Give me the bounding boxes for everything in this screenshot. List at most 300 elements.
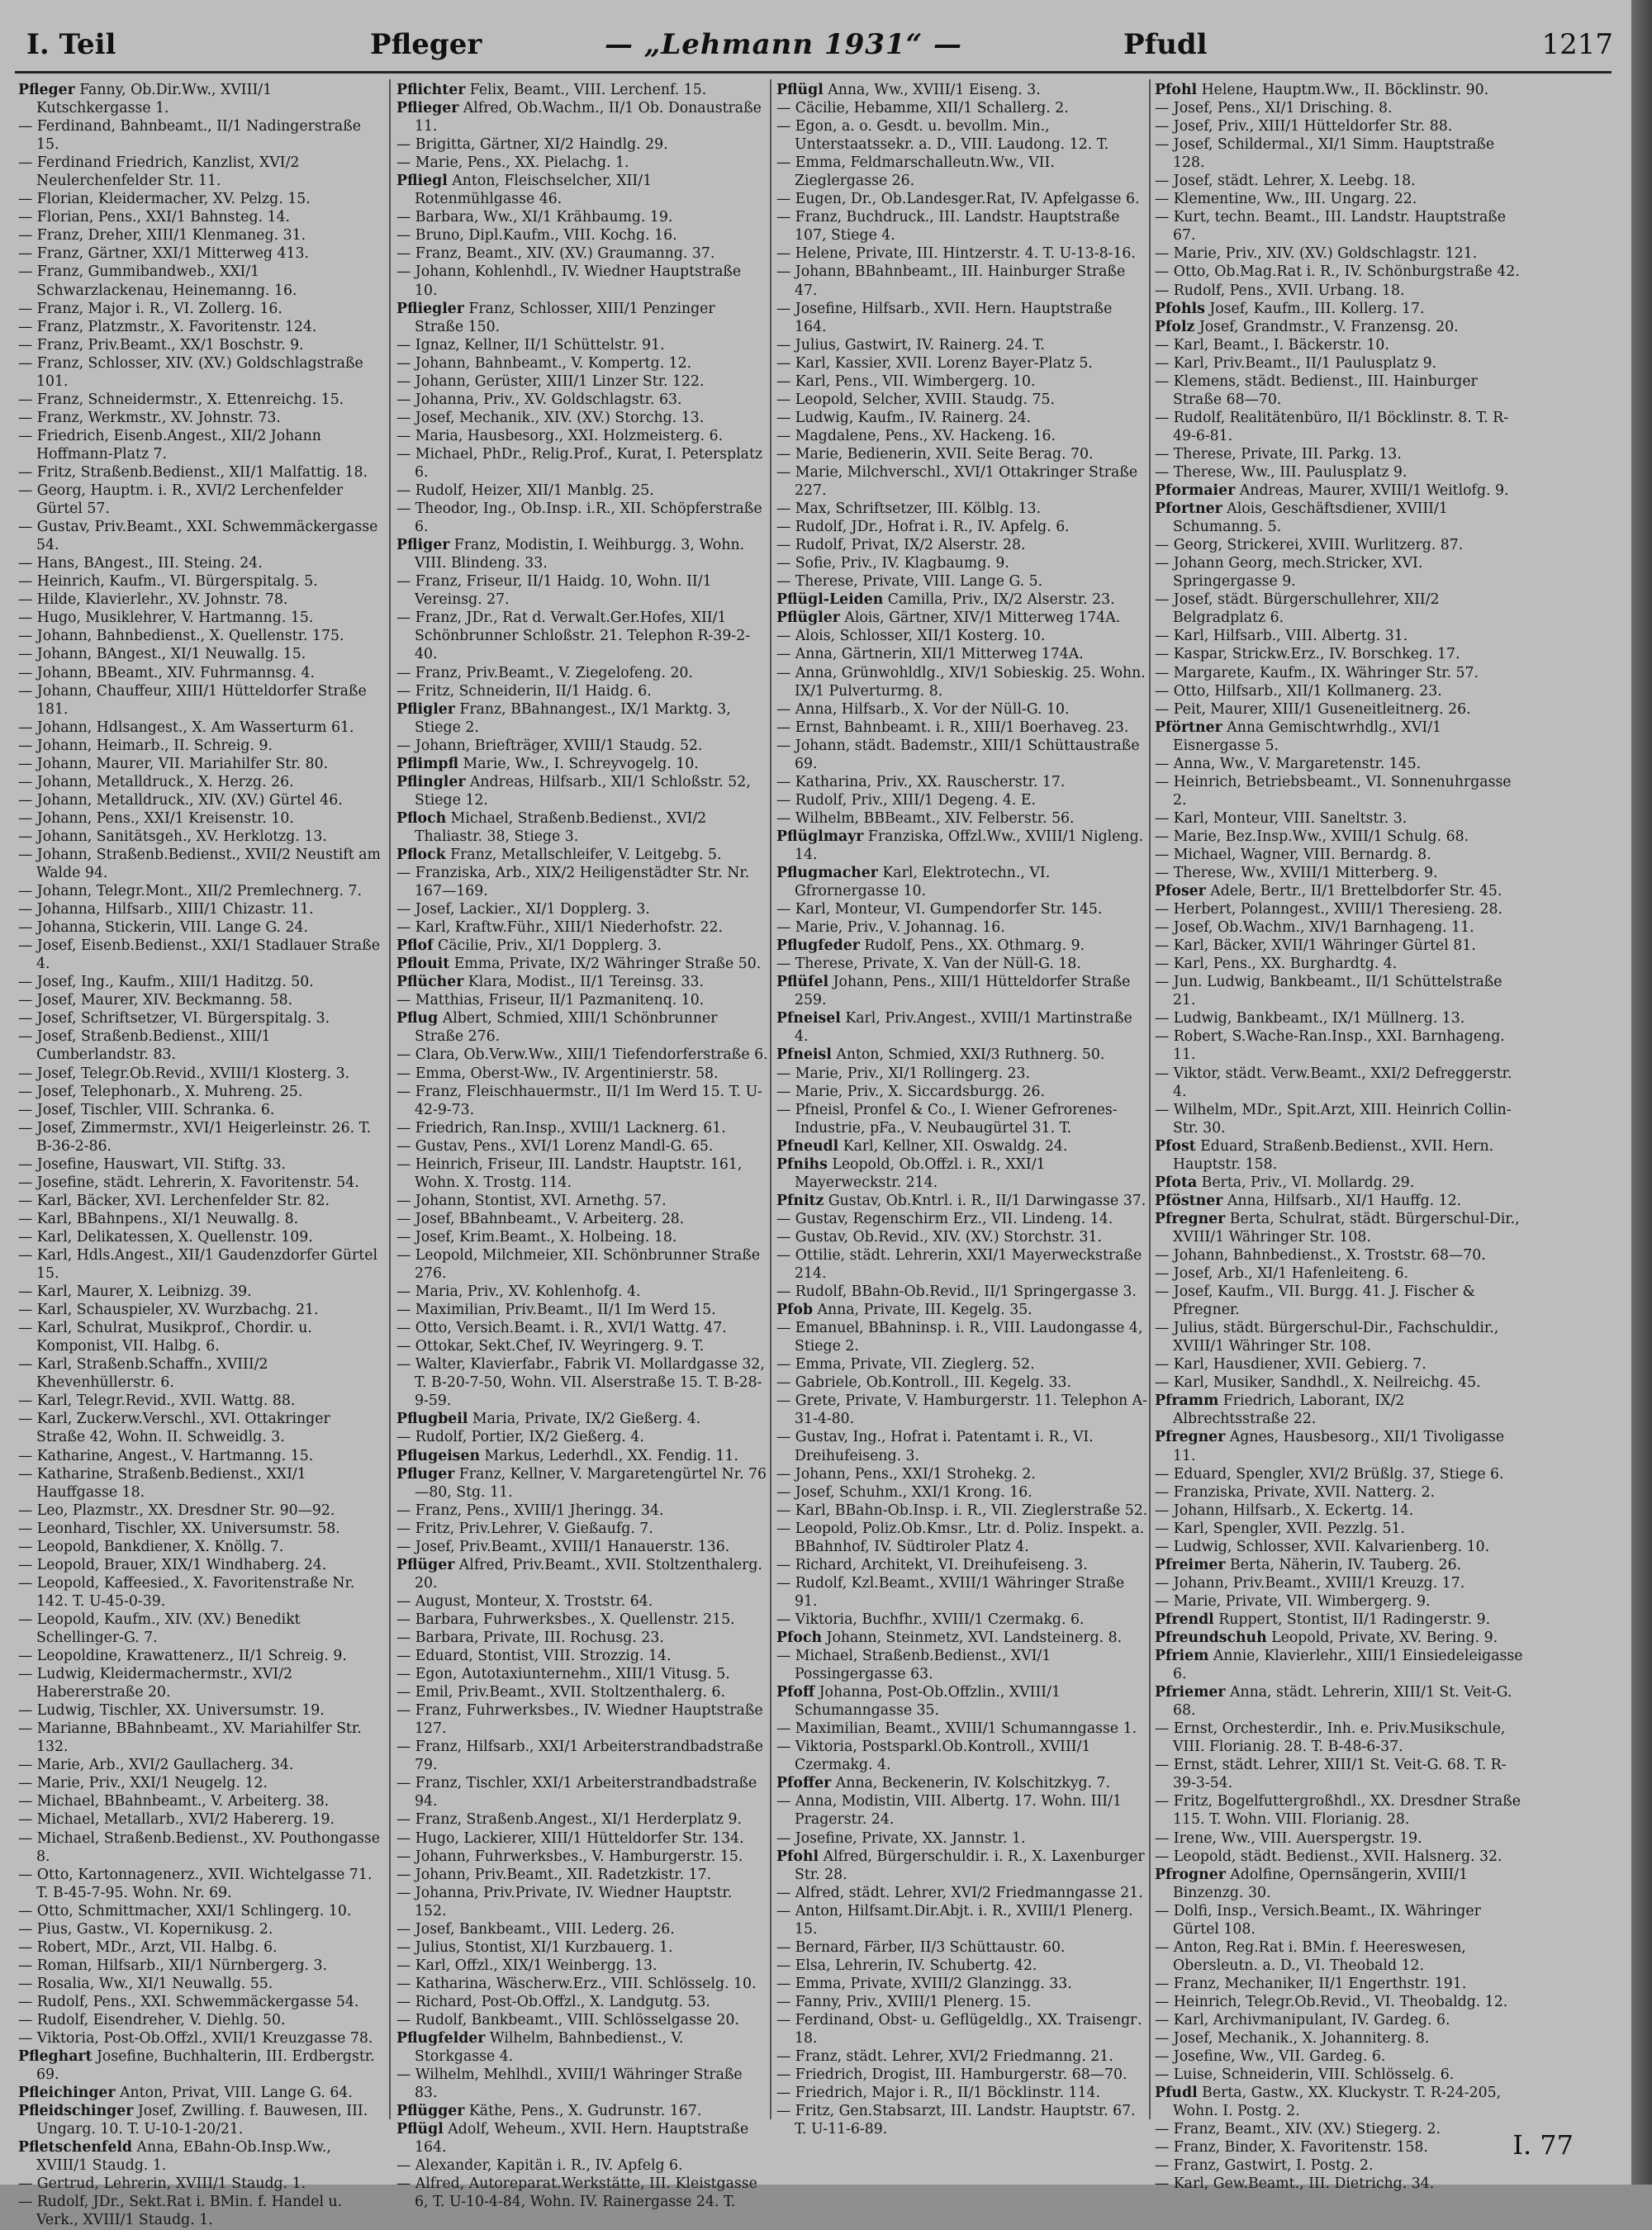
page-header	[17, 28, 1613, 68]
directory-entry: — Johann, Metalldruck., XIV. (XV.) Gürtel 46.	[18, 791, 343, 809]
directory-entry: — Franz, JDr., Rat d. Verwalt.Ger.Hofes, XII/1 Schönbrunner Schloßstr. 21. Telephon R-39-2-40.	[396, 610, 751, 663]
directory-entry: — Katharina, Priv., XX. Rauscherstr. 17.	[776, 773, 1066, 790]
directory-entry: — Emma, Oberst-Ww., IV. Argentinierstr. 58.	[396, 1065, 719, 1082]
page-footer-mark: I. 77	[1512, 2129, 1574, 2161]
directory-entry: Pfrogner Adolfine, Opernsängerin, XVIII/1 Binzenzg. 30.	[1155, 1866, 1469, 1901]
directory-entry: — Friedrich, Major i. R., II/1 Böcklinstr. 114.	[776, 2085, 1100, 2102]
directory-entry: — Marie, Bedienerin, XVII. Seite Berag. 70.	[776, 445, 1094, 463]
directory-entry: — Ottokar, Sekt.Chef, IV. Weyringerg. 9. T.	[396, 1338, 705, 1355]
directory-entry: Pfob Anna, Private, III. Kegelg. 35.	[776, 1302, 1032, 1319]
directory-entry: — Gustav, Priv.Beamt., XXI. Schwemmäckergasse 54.	[18, 519, 378, 554]
directory-entry: — Franz, Mechaniker, II/1 Engerthstr. 191.	[1155, 1975, 1467, 1992]
directory-entry: — Viktoria, Post-Ob.Offzl., XVII/1 Kreuzgasse 78.	[18, 2030, 373, 2047]
directory-entry: Pfoff Johanna, Post-Ob.Offzlin., XVIII/1 Schumanngasse 35.	[776, 1684, 1061, 1720]
directory-entry: — Franz, Fleischhauermstr., II/1 Im Werd 15. T. U-42-9-73.	[396, 1083, 762, 1118]
directory-entry: — Cäcilie, Hebamme, XII/1 Schallerg. 2.	[776, 100, 1069, 117]
directory-entry: — Josef, Priv.Beamt., XVIII/1 Hanauerstr. 136.	[396, 1538, 730, 1555]
directory-entry: — Karl, Beamt., I. Bäckerstr. 10.	[1155, 336, 1389, 353]
directory-entry: — Marie, Pens., XX. Pielachg. 1.	[396, 154, 629, 172]
directory-entry: — Karl, Delikatessen, X. Quellenstr. 109.	[18, 1228, 313, 1245]
directory-entry: — Karl, Schauspieler, XV. Wurzbachg. 21.	[18, 1302, 319, 1319]
directory-entry: Pfliegler Franz, Schlosser, XIII/1 Penzinger Straße 150.	[396, 300, 715, 335]
directory-entry: — Josef, Straßenb.Bedienst., XIII/1 Cumberlandstr. 83.	[18, 1028, 271, 1064]
directory-entry: — Fritz, Gen.Stabsarzt, III. Landstr. Hauptstr. 67. T. U-11-6-89.	[776, 2103, 1136, 2138]
directory-entry: — Josef, Schildermal., XI/1 Simm. Hauptstraße 128.	[1155, 136, 1495, 172]
directory-entry: — Egon, a. o. Gesdt. u. bevollm. Min., Unterstaatssekr. a. D., VIII. Laudong. 12. T.	[776, 118, 1109, 154]
directory-entry: Pfleidschinger Josef, Zwilling. f. Bauwesen, III. Ungarg. 10. T. U-10-1-20/21.	[18, 2103, 368, 2138]
directory-entry: — Franz, Priv.Beamt., V. Ziegelofeng. 20.	[396, 664, 693, 681]
directory-entry: — Katharine, Straßenb.Bedienst., XXI/1 Hauffgasse 18.	[18, 1465, 306, 1501]
entry-column-1	[18, 81, 383, 2229]
directory-entry: — Egon, Autotaxiunternehm., XIII/1 Vitusg. 5.	[396, 1666, 730, 1683]
directory-entry: — Johann, Bahnbedienst., X. Quellenstr. 175.	[18, 628, 344, 645]
directory-entry: — Florian, Pens., XXI/1 Bahnsteg. 14.	[18, 209, 291, 226]
directory-entry: — Karl, Spengler, XVII. Pezzlg. 51.	[1155, 1520, 1405, 1537]
directory-entry: — Johann, BBeamt., XIV. Fuhrmannsg. 4.	[18, 664, 315, 681]
directory-entry: — Karl, Maurer, X. Leibnizg. 39.	[18, 1283, 252, 1301]
directory-entry: — Rudolf, Pens., XVII. Urbang. 18.	[1155, 282, 1405, 299]
directory-entry: — Julius, Stontist, XI/1 Kurzbauerg. 1.	[396, 1938, 673, 1956]
directory-entry: — Katharine, Angest., V. Hartmanng. 15.	[18, 1447, 314, 1464]
directory-entry: Pflichter Felix, Beamt., VIII. Lerchenf. 15.	[396, 82, 707, 98]
directory-entry: — Michael, Straßenb.Bedienst., XV. Pouthongasse 8.	[18, 1829, 380, 1865]
directory-entry: Pfohl Alfred, Bürgerschuldir. i. R., X. Laxenburger Str. 28.	[776, 1848, 1145, 1883]
directory-entry: — Maximilian, Beamt., XVIII/1 Schumanngasse 1.	[776, 1720, 1137, 1738]
directory-entry: — Josef, Bankbeamt., VIII. Lederg. 26.	[396, 1920, 675, 1938]
directory-entry: — Franz, Werkmstr., XV. Johnstr. 73.	[18, 409, 281, 426]
directory-entry: — Marie, Arb., XVI/2 Gaullacherg. 34.	[18, 1757, 294, 1774]
directory-entry: — Klementine, Ww., III. Ungarg. 22.	[1155, 191, 1417, 208]
directory-entry: — Josef, Telephonarb., X. Muhreng. 25.	[18, 1083, 303, 1100]
directory-entry: Pfrendl Ruppert, Stontist, II/1 Radingerstr. 9.	[1155, 1611, 1491, 1628]
directory-entry: — Karl, Schulrat, Musikprof., Chordir. u. Komponist, VII. Halbg. 6.	[18, 1320, 312, 1355]
directory-entry: — Ludwig, Tischler, XX. Universumstr. 19.	[18, 1702, 325, 1720]
section-label: I. Teil	[26, 28, 116, 61]
directory-entry: Pflügl Anna, Ww., XVIII/1 Eiseng. 3.	[776, 82, 1041, 98]
directory-entry: — Otto, Versich.Beamt. i. R., XVI/1 Wattg. 47.	[396, 1320, 727, 1337]
directory-entry: Pflügler Alois, Gärtner, XIV/1 Mitterweg 174A.	[776, 610, 1121, 627]
directory-entry: — Rudolf, Pens., XXI. Schwemmäckergasse 54.	[18, 1993, 359, 2010]
directory-entry: — Johann, Pens., XXI/1 Kreisenstr. 10.	[18, 809, 294, 827]
directory-entry: — Johann, Priv.Beamt., XVIII/1 Kreuzg. 17.	[1155, 1574, 1465, 1592]
directory-entry: — Ferdinand Friedrich, Kanzlist, XVI/2 Neulerchenfelder Str. 11.	[18, 154, 300, 190]
directory-entry: — Josef, Maurer, XIV. Beckmanng. 58.	[18, 992, 293, 1009]
directory-entry: — Karl, Monteur, VI. Gumpendorfer Str. 145.	[776, 901, 1103, 918]
directory-entry: Pfleghart Josefine, Buchhalterin, III. Erdbergstr. 69.	[18, 2048, 375, 2084]
directory-entry: Pfriemer Anna, städt. Lehrerin, XIII/1 St. Veit-G. 68.	[1155, 1684, 1512, 1720]
directory-entry: — Johann, Sanitätsgeh., XV. Herklotzg. 13.	[18, 828, 327, 845]
entry-column-3	[776, 81, 1148, 2138]
directory-entry: — Friedrich, Eisenb.Angest., XII/2 Johann Hoffmann-Platz 7.	[18, 427, 321, 463]
directory-entry: — Franz, Gastwirt, I. Postg. 2.	[1155, 2157, 1374, 2175]
directory-entry: — Therese, Ww., XVIII/1 Mitterberg. 9.	[1155, 865, 1438, 882]
directory-entry: Pflugfelder Wilhelm, Bahnbedienst., V. Storkgasse 4.	[396, 2030, 684, 2066]
directory-entry: — Marie, Priv., V. Johannag. 16.	[776, 919, 1005, 937]
directory-entry: — Marianne, BBahnbeamt., XV. Mariahilfer Str. 132.	[18, 1720, 362, 1756]
directory-entry: — Anna, Ww., V. Margaretenstr. 145.	[1155, 755, 1422, 772]
directory-entry: — Otto, Hilfsarb., XII/1 Kollmanerg. 23.	[1155, 682, 1442, 700]
directory-entry: Pfudl Berta, Gastw., XX. Kluckystr. T. R-24-205, Wohn. I. Postg. 2.	[1155, 2085, 1502, 2120]
directory-entry: — Emma, Feldmarschalleutn.Ww., VII. Zieglergasse 26.	[776, 154, 1055, 190]
directory-entry: — Johanna, Priv., XV. Goldschlagstr. 63.	[396, 391, 682, 408]
directory-entry: Pfreimer Berta, Näherin, IV. Tauberg. 26.	[1155, 1556, 1462, 1573]
directory-entry: — Josef, Telegr.Ob.Revid., XVIII/1 Klosterg. 3.	[18, 1065, 350, 1082]
directory-entry: — Karl, Zuckerw.Verschl., XVI. Ottakringer Straße 42, Wohn. II. Schweidlg. 3.	[18, 1411, 330, 1446]
directory-entry: — Friedrich, Ran.Insp., XVIII/1 Lacknerg. 61.	[396, 1119, 726, 1136]
directory-entry: — Gabriele, Ob.Kontroll., III. Kegelg. 33.	[776, 1374, 1072, 1392]
entry-column-2	[396, 81, 768, 2211]
directory-entry: — Herbert, Polanngest., XVIII/1 Theresieng. 28.	[1155, 901, 1503, 918]
directory-entry: Pfregner Agnes, Hausbesorg., XII/1 Tivoligasse 11.	[1155, 1429, 1505, 1464]
directory-entry: — Rudolf, Bankbeamt., VIII. Schlösselgasse 20.	[396, 2011, 740, 2028]
directory-entry: — Marie, Priv., XXI/1 Neugelg. 12.	[18, 1775, 268, 1792]
directory-entry: Pfohl Helene, Hauptm.Ww., II. Böcklinstr. 90.	[1155, 82, 1489, 98]
directory-entry: — Karl, Bäcker, XVI. Lerchenfelder Str. 82.	[18, 1192, 330, 1209]
directory-entry: — Franz, Priv.Beamt., XX/1 Boschstr. 9.	[18, 336, 304, 353]
directory-entry: — Franz, Fuhrwerksbes., IV. Wiedner Hauptstraße 127.	[396, 1702, 763, 1738]
directory-entry: — Karl, Archivmanipulant, IV. Gardeg. 6.	[1155, 2011, 1450, 2028]
directory-entry: — Johann Georg, mech.Stricker, XVI. Springergasse 9.	[1155, 555, 1423, 591]
directory-entry: Pflof Cäcilie, Priv., XI/1 Dopplerg. 3.	[396, 937, 662, 955]
directory-entry: — Helene, Private, III. Hintzerstr. 4. T. U-13-8-16.	[776, 245, 1136, 263]
directory-entry: Pfneisl Anton, Schmied, XXI/3 Ruthnerg. 50.	[776, 1046, 1105, 1064]
directory-entry: — Robert, S.Wache-Ran.Insp., XXI. Barnhageng. 11.	[1155, 1028, 1505, 1064]
directory-entry: Pfleichinger Anton, Privat, VIII. Lange G. 64.	[18, 2085, 353, 2102]
directory-entry: — Franz, Dreher, XIII/1 Klenmaneg. 31.	[18, 227, 306, 244]
directory-entry: — Josef, Eisenb.Bedienst., XXI/1 Stadlauer Straße 4.	[18, 937, 381, 973]
directory-entry: — Luise, Schneiderin, VIII. Schlösselg. 6.	[1155, 2066, 1455, 2084]
directory-entry: — Franziska, Arb., XIX/2 Heiligenstädter Str. Nr. 167—169.	[396, 865, 750, 900]
directory-entry: — Rosalia, Ww., XI/1 Neuwallg. 55.	[18, 1975, 273, 1992]
directory-entry: — Johann, städt. Bademstr., XIII/1 Schüttaustraße 69.	[776, 737, 1140, 772]
directory-entry: — Johann, Fuhrwerksbes., V. Hamburgerstr. 15.	[396, 1848, 743, 1865]
directory-entry: Pfota Berta, Priv., VI. Mollardg. 29.	[1155, 1174, 1415, 1191]
directory-entry: — Johann, Bahnbeamt., V. Kompertg. 12.	[396, 354, 692, 372]
directory-entry: — Johann, Kohlenhdl., IV. Wiedner Hauptstraße 10.	[396, 263, 742, 299]
directory-entry: — Robert, MDr., Arzt, VII. Halbg. 6.	[18, 1938, 278, 1956]
directory-entry: — Franz, Friseur, II/1 Haidg. 10, Wohn. II/1 Vereinsg. 27.	[396, 573, 712, 609]
directory-entry: — Therese, Private, VIII. Lange G. 5.	[776, 573, 1043, 591]
directory-entry: — Rudolf, Realitätenbüro, II/1 Böcklinstr. 8. T. R-49-6-81.	[1155, 409, 1509, 444]
directory-entry: — August, Monteur, X. Troststr. 64.	[396, 1592, 653, 1610]
directory-entry: — Karl, Straßenb.Schaffn., XVIII/2 Khevenhüllerstr. 6.	[18, 1356, 268, 1392]
directory-entry: — Franz, Hilfsarb., XXI/1 Arbeiterstrandbadstraße 79.	[396, 1739, 763, 1774]
directory-entry: — Barbara, Private, III. Rochusg. 23.	[396, 1629, 664, 1646]
directory-entry: Pframm Friedrich, Laborant, IX/2 Albrechtsstraße 22.	[1155, 1393, 1405, 1428]
directory-entry: — Franz, Schneidermstr., X. Ettenreichg. 15.	[18, 391, 344, 408]
directory-entry: — Roman, Hilfsarb., XII/1 Nürnbergerg. 3.	[18, 1957, 328, 1974]
directory-entry: — Karl, Hilfsarb., VIII. Albertg. 31.	[1155, 628, 1408, 645]
directory-entry: — Anton, Reg.Rat i. BMin. f. Heereswesen, Obersleutn. a. D., VI. Theobald 12.	[1155, 1938, 1466, 1974]
directory-entry: — Johann, Stontist, XVI. Arnethg. 57.	[396, 1192, 667, 1209]
directory-entry: — Franziska, Private, XVII. Natterg. 2.	[1155, 1483, 1436, 1501]
directory-entry: — Josef, Schriftsetzer, VI. Bürgerspitalg. 3.	[18, 1010, 330, 1027]
directory-entry: Pfloch Michael, Straßenb.Bedienst., XVI/2 Thaliastr. 38, Stiege 3.	[396, 809, 707, 845]
directory-entry: — Eduard, Spengler, XVI/2 Brüßlg. 37, Stiege 6.	[1155, 1465, 1504, 1483]
directory-entry: — Hugo, Musiklehrer, V. Hartmanng. 15.	[18, 610, 314, 627]
directory-entry: — Johann, Briefträger, XVIII/1 Staudg. 52.	[396, 737, 703, 754]
directory-entry: — Ludwig, Kaufm., IV. Rainerg. 24.	[776, 409, 1032, 426]
directory-entry: — Leopold, Brauer, XIX/1 Windhaberg. 24.	[18, 1556, 327, 1573]
directory-entry: — Johanna, Priv.Private, IV. Wiedner Hauptstr. 152.	[396, 1884, 733, 1919]
directory-entry: — Josefine, Private, XX. Jannstr. 1.	[776, 1829, 1026, 1847]
directory-entry: — Franz, Schlosser, XIV. (XV.) Goldschlagstraße 101.	[18, 354, 363, 390]
directory-entry: — Brigitta, Gärtner, XI/2 Haindlg. 29.	[396, 136, 668, 154]
directory-entry: Pfnihs Leopold, Ob.Offzl. i. R., XXI/1 Mayerweckstr. 214.	[776, 1155, 1046, 1191]
directory-entry: — Johann, Gerüster, XIII/1 Linzer Str. 122.	[396, 372, 705, 390]
directory-entry: — Gustav, Regenschirm Erz., VII. Lindeng. 14.	[776, 1210, 1113, 1227]
directory-entry: — Fritz, Bogelfuttergroßhdl., XX. Dresdner Straße 115. T. Wohn. VIII. Florianig. 28.	[1155, 1793, 1521, 1829]
directory-entry: — Rudolf, BBahn-Ob.Revid., II/1 Springergasse 3.	[776, 1283, 1137, 1301]
directory-entry: — Karl, Pens., VII. Wimbergerg. 10.	[776, 372, 1036, 390]
directory-entry: — Johanna, Hilfsarb., XIII/1 Chizastr. 11.	[18, 901, 314, 918]
book-spine-shadow	[1631, 0, 1652, 2185]
directory-entry: — Johann, Maurer, VII. Mariahilfer Str. 80.	[18, 755, 329, 772]
directory-entry: Pfoch Johann, Steinmetz, XVI. Landsteinerg. 8.	[776, 1629, 1123, 1646]
directory-entry: — Leopold, Bankdiener, X. Knöllg. 7.	[18, 1538, 284, 1555]
directory-entry: — Leopold, Selcher, XVIII. Staudg. 75.	[776, 391, 1055, 408]
directory-entry: — Richard, Post-Ob.Offzl., X. Landgutg. 53.	[396, 1993, 710, 2010]
directory-entry: — Anna, Hilfsarb., X. Vor der Nüll-G. 10.	[776, 700, 1070, 718]
directory-entry: Pfost Eduard, Straßenb.Bedienst., XVII. Hern. Hauptstr. 158.	[1155, 1137, 1494, 1173]
directory-entry: — Josef, städt. Lehrer, X. Leebg. 18.	[1155, 173, 1416, 190]
directory-entry: — Margarete, Kaufm., IX. Währinger Str. 57.	[1155, 664, 1479, 681]
directory-entry: — Wilhelm, BBBeamt., XIV. Felberstr. 56.	[776, 809, 1075, 827]
directory-entry: — Viktoria, Postsparkl.Ob.Kontroll., XVIII/1 Czermakg. 4.	[776, 1739, 1091, 1774]
directory-entry: — Franz, Major i. R., VI. Zollerg. 16.	[18, 300, 282, 317]
directory-entry: — Heinrich, Telegr.Ob.Revid., VI. Theobaldg. 12.	[1155, 1993, 1508, 2010]
directory-entry: — Hans, BAngest., III. Steing. 24.	[18, 555, 263, 572]
directory-entry: — Johann, Heimarb., II. Schreig. 9.	[18, 737, 273, 754]
directory-entry: — Eugen, Dr., Ob.Landesger.Rat, IV. Apfelgasse 6.	[776, 191, 1140, 208]
directory-entry: — Leopold, städt. Bedienst., XVII. Halsnerg. 32.	[1155, 1848, 1502, 1865]
directory-entry: — Rudolf, JDr., Sekt.Rat i. BMin. f. Handel u. Verk., XVIII/1 Staudg. 1.	[18, 2194, 343, 2229]
directory-entry: Pflüfel Johann, Pens., XIII/1 Hütteldorfer Straße 259.	[776, 974, 1131, 1009]
directory-entry: — Leopold, Kaffeesied., X. Favoritenstraße Nr. 142. T. U-45-0-39.	[18, 1574, 355, 1610]
directory-entry: — Marie, Priv., X. Siccardsburgg. 26.	[776, 1083, 1045, 1100]
directory-entry: Pflouit Emma, Private, IX/2 Währinger Straße 50.	[396, 956, 762, 973]
directory-entry: — Florian, Kleidermacher, XV. Pelzg. 15.	[18, 191, 311, 208]
directory-entry: — Gustav, Pens., XVI/1 Lorenz Mandl-G. 65.	[396, 1137, 714, 1155]
directory-entry: — Emma, Private, XVIII/2 Glanzingg. 33.	[776, 1975, 1072, 1992]
directory-entry: — Fritz, Straßenb.Bedienst., XII/1 Malfattig. 18.	[18, 463, 368, 481]
directory-entry: — Emma, Private, VII. Zieglerg. 52.	[776, 1356, 1035, 1374]
directory-entry: Pfneisel Karl, Priv.Angest., XVIII/1 Martinstraße 4.	[776, 1010, 1132, 1046]
directory-entry: — Otto, Ob.Mag.Rat i. R., IV. Schönburgstraße 42.	[1155, 263, 1520, 281]
directory-entry: — Josef, Priv., XIII/1 Hütteldorfer Str. 88.	[1155, 118, 1453, 135]
directory-entry: — Bruno, Dipl.Kaufm., VIII. Kochg. 16.	[396, 227, 677, 244]
directory-entry: — Johanna, Stickerin, VIII. Lange G. 24.	[18, 919, 308, 937]
directory-entry: — Rudolf, Heizer, XII/1 Manblg. 25.	[396, 482, 654, 500]
directory-entry: — Anna, Gärtnerin, XII/1 Mitterweg 174A.	[776, 646, 1084, 663]
directory-entry: — Pfneisl, Pronfel & Co., I. Wiener Gefrorenes-Industrie, pFa., V. Neubaugürtel 31. T.	[776, 1101, 1118, 1136]
directory-entry: Pflüglmayr Franziska, Offzl.Ww., XVIII/1 Nigleng. 14.	[776, 828, 1144, 863]
directory-entry: — Fritz, Schneiderin, II/1 Haidg. 6.	[396, 682, 652, 700]
directory-entry: Pfoser Adele, Bertr., II/1 Brettelbdorfer Str. 45.	[1155, 883, 1502, 900]
directory-entry: Pflugbeil Maria, Private, IX/2 Gießerg. 4.	[396, 1411, 701, 1428]
directory-entry: — Marie, Bez.Insp.Ww., XVIII/1 Schulg. 68.	[1155, 828, 1469, 845]
directory-entry: — Heinrich, Friseur, III. Landstr. Hauptstr. 161, Wohn. X. Trostg. 114.	[396, 1155, 743, 1191]
directory-entry: — Emanuel, BBahninsp. i. R., VIII. Laudongasse 4, Stiege 2.	[776, 1320, 1143, 1355]
directory-entry: — Johann, Priv.Beamt., XII. Radetzkistr. 17.	[396, 1866, 712, 1883]
directory-entry: Pflügger Käthe, Pens., X. Gudrunstr. 167.	[396, 2103, 702, 2120]
directory-entry: — Karl, BBahnpens., XI/1 Neuwallg. 8.	[18, 1210, 299, 1227]
header-rule	[15, 71, 1612, 74]
directory-entry: — Wilhelm, MDr., Spit.Arzt, XIII. Heinrich Collin-Str. 30.	[1155, 1101, 1512, 1136]
directory-entry: — Johann, BBahnbeamt., III. Hainburger Straße 47.	[776, 263, 1126, 299]
directory-entry: — Otto, Schmittmacher, XXI/1 Schlingerg. 10.	[18, 1902, 352, 1919]
directory-entry: — Viktoria, Buchfhr., XVIII/1 Czermakg. 6.	[776, 1611, 1085, 1628]
directory-entry: — Therese, Private, III. Parkg. 13.	[1155, 445, 1402, 463]
directory-entry: — Ludwig, Kleidermachermstr., XVI/2 Habererstraße 20.	[18, 1666, 293, 1701]
directory-entry: — Barbara, Ww., XI/1 Krähbaumg. 19.	[396, 209, 673, 226]
directory-entry: Pflüger Alfred, Priv.Beamt., XVII. Stoltzenthalerg. 20.	[396, 1556, 762, 1592]
page-number: 1217	[1541, 28, 1613, 61]
directory-entry: — Johann, Bahnbedienst., X. Troststr. 68—70.	[1155, 1247, 1486, 1264]
directory-entry: Pfortner Alois, Geschäftsdiener, XVIII/1 Schumanng. 5.	[1155, 501, 1448, 536]
directory-entry: — Franz, Buchdruck., III. Landstr. Hauptstraße 107, Stiege 4.	[776, 209, 1120, 244]
directory-entry: — Maria, Hausbesorg., XXI. Holzmeisterg. 6.	[396, 427, 724, 444]
directory-entry: — Klemens, städt. Bedienst., III. Hainburger Straße 68—70.	[1155, 372, 1478, 408]
directory-entry: Pflücher Klara, Modist., II/1 Tereinsg. 33.	[396, 974, 704, 991]
directory-entry: — Michael, Wagner, VIII. Bernardg. 8.	[1155, 846, 1431, 863]
directory-entry: — Franz, Gummibandweb., XXI/1 Schwarzlackenau, Heinemanng. 16.	[18, 263, 297, 299]
directory-entry: — Georg, Strickerei, XVIII. Wurlitzerg. 87.	[1155, 537, 1464, 554]
directory-entry: Pflimpfl Marie, Ww., I. Schreyvogelg. 10.	[396, 755, 699, 772]
directory-entry: — Karl, BBahn-Ob.Insp. i. R., VII. Zieglerstraße 52.	[776, 1502, 1148, 1519]
directory-entry: — Johann, Straßenb.Bedienst., XVII/2 Neustift am Walde 94.	[18, 846, 381, 882]
directory-entry: — Leopoldine, Krawattenerz., II/1 Schreig. 9.	[18, 1648, 347, 1665]
directory-entry: — Franz, städt. Lehrer, XVI/2 Friedmanng. 21.	[776, 2048, 1113, 2066]
directory-entry: — Alfred, städt. Lehrer, XVI/2 Friedmanngasse 21.	[776, 1884, 1143, 1901]
directory-entry: — Richard, Architekt, VI. Dreihufeiseng. 3.	[776, 1556, 1088, 1573]
first-entry-guide-word: Pfleger	[370, 28, 482, 61]
directory-entry: — Ignaz, Kellner, II/1 Schüttelstr. 91.	[396, 336, 665, 353]
directory-entry: — Marie, Milchverschl., XVI/1 Ottakringer Straße 227.	[776, 463, 1138, 500]
directory-entry: — Viktor, städt. Verw.Beamt., XXI/2 Defreggerstr. 4.	[1155, 1065, 1512, 1100]
directory-entry: — Karl, Gew.Beamt., III. Dietrichg. 34.	[1155, 2175, 1435, 2193]
directory-entry: — Katharina, Wäscherw.Erz., VIII. Schlösselg. 10.	[396, 1975, 757, 1992]
directory-entry: Pföstner Anna, Hilfsarb., XI/1 Hauffg. 12.	[1155, 1192, 1462, 1209]
directory-entry: — Maria, Priv., XV. Kohlenhofg. 4.	[396, 1283, 641, 1301]
directory-entry: — Friedrich, Drogist, III. Hamburgerstr. 68—70.	[776, 2066, 1127, 2084]
directory-entry: Pflugfeder Rudolf, Pens., XX. Othmarg. 9.	[776, 937, 1085, 955]
directory-entry: — Kaspar, Strickw.Erz., IV. Borschkeg. 17.	[1155, 646, 1460, 663]
directory-entry: — Franz, Gärtner, XXI/1 Mitterweg 413.	[18, 245, 309, 263]
directory-entry: — Wilhelm, Mehlhdl., XVIII/1 Währinger Straße 83.	[396, 2066, 743, 2102]
directory-entry: — Bernard, Färber, II/3 Schüttaustr. 60.	[776, 1938, 1066, 1956]
directory-entry: — Elsa, Lehrerin, IV. Schubertg. 42.	[776, 1957, 1037, 1974]
directory-entry: — Karl, Hausdiener, XVII. Gebierg. 7.	[1155, 1356, 1427, 1374]
directory-entry: Pfliegl Anton, Fleischselcher, XII/1 Rotenmühlgasse 46.	[396, 173, 653, 208]
directory-entry: — Marie, Priv., XI/1 Rollingerg. 23.	[776, 1065, 1031, 1082]
directory-entry: — Josef, städt. Bürgerschullehrer, XII/2 Belgradplatz 6.	[1155, 591, 1440, 627]
directory-entry: Pfnitz Gustav, Ob.Kntrl. i. R., II/1 Darwingasse 37.	[776, 1192, 1146, 1209]
column-divider	[770, 79, 771, 2119]
directory-entry: — Josef, Krim.Beamt., X. Holbeing. 18.	[396, 1228, 677, 1245]
directory-entry: Pfliger Franz, Modistin, I. Weihburgg. 3, Wohn. VIII. Blindeng. 33.	[396, 537, 745, 572]
directory-entry: — Anton, Hilfsamt.Dir.Abjt. i. R., XVIII/1 Plenerg. 15.	[776, 1902, 1133, 1938]
directory-entry: — Rudolf, Kzl.Beamt., XVIII/1 Währinger Straße 91.	[776, 1574, 1125, 1610]
directory-entry: Pflugeisen Markus, Lederhdl., XX. Fendig. 11.	[396, 1447, 738, 1464]
directory-entry: — Marie, Priv., XIV. (XV.) Goldschlagstr. 121.	[1155, 245, 1478, 263]
directory-entry: Pflingler Andreas, Hilfsarb., XII/1 Schloßstr. 52, Stiege 12.	[396, 773, 751, 809]
directory-entry: — Alfred, Autoreparat.Werkstätte, III. Kleistgasse 6, T. U-10-4-84, Wohn. IV. Rainergasse 24. T.	[396, 2175, 757, 2211]
directory-entry: — Karl, Monteur, VIII. Saneltstr. 3.	[1155, 809, 1408, 827]
directory-entry: — Franz, Beamt., XIV. (XV.) Stiegerg. 2.	[1155, 2121, 1441, 2138]
directory-entry: — Karl, Priv.Beamt., II/1 Paulusplatz 9.	[1155, 354, 1437, 372]
directory-entry: Pfoffer Anna, Beckenerin, IV. Kolschitzkyg. 7.	[776, 1775, 1111, 1792]
directory-entry: — Josef, Kaufm., VII. Burgg. 41. J. Fischer & Pfregner.	[1155, 1283, 1476, 1319]
directory-entry: Pfohls Josef, Kaufm., III. Kollerg. 17.	[1155, 300, 1425, 317]
directory-entry: — Josefine, Ww., VII. Gardeg. 6.	[1155, 2048, 1386, 2066]
directory-entry: Pfriem Annie, Klavierlehr., XIII/1 Einsiedeleigasse 6.	[1155, 1648, 1523, 1683]
directory-entry: Pformaier Andreas, Maurer, XVIII/1 Weitlofg. 9.	[1155, 482, 1509, 500]
directory-entry: — Karl, Musiker, Sandhdl., X. Neilreichg. 45.	[1155, 1374, 1481, 1392]
directory-entry: — Rudolf, JDr., Hofrat i. R., IV. Apfelg. 6.	[776, 519, 1070, 536]
directory-entry: — Leopold, Poliz.Ob.Kmsr., Ltr. d. Poliz. Inspekt. a. BBahnhof, IV. Südtiroler Platz 4.	[776, 1520, 1145, 1555]
directory-entry: — Josef, Pens., XI/1 Drisching. 8.	[1155, 100, 1393, 117]
directory-entry: Pflugmacher Karl, Elektrotechn., VI. Gfrornergasse 10.	[776, 865, 1051, 900]
directory-entry: Pfleger Fanny, Ob.Dir.Ww., XVIII/1 Kutschkergasse 1.	[18, 82, 273, 117]
directory-entry: — Josefine, Hilfsarb., XVII. Hern. Hauptstraße 164.	[776, 300, 1113, 335]
directory-entry: — Johann, Hilfsarb., X. Eckertg. 14.	[1155, 1502, 1414, 1519]
directory-entry: — Alexander, Kapitän i. R., IV. Apfelg 6.	[396, 2157, 683, 2175]
directory-entry: — Gustav, Ob.Revid., XIV. (XV.) Storchstr. 31.	[776, 1228, 1103, 1245]
directory-entry: — Hilde, Klavierlehr., XV. Johnstr. 78.	[18, 591, 288, 609]
directory-entry: — Grete, Private, V. Hamburgerstr. 11. Telephon A-31-4-80.	[776, 1393, 1147, 1428]
directory-entry: — Theodor, Ing., Ob.Insp. i.R., XII. Schöpferstraße 6.	[396, 501, 762, 536]
directory-entry: — Clara, Ob.Verw.Ww., XIII/1 Tiefendorferstraße 6.	[396, 1046, 768, 1064]
entry-column-4	[1155, 81, 1525, 2193]
directory-entry: Pförtner Anna Gemischtwrhdlg., XVI/1 Eisnergasse 5.	[1155, 719, 1442, 754]
directory-entry: — Josef, Ob.Wachm., XIV/1 Barnhageng. 11.	[1155, 919, 1474, 937]
directory-entry: — Michael, BBahnbeamt., V. Arbeiterg. 38.	[18, 1793, 330, 1810]
directory-entry: — Rudolf, Portier, IX/2 Gießerg. 4.	[396, 1429, 644, 1446]
directory-entry: — Julius, städt. Bürgerschul-Dir., Fachschuldir., XVIII/1 Währinger Str. 108.	[1155, 1320, 1499, 1355]
directory-entry: — Barbara, Fuhrwerksbes., X. Quellenstr. 215.	[396, 1611, 735, 1628]
directory-entry: — Heinrich, Kaufm., VI. Bürgerspitalg. 5.	[18, 573, 318, 591]
directory-entry: — Karl, Telegr.Revid., XVII. Wattg. 88.	[18, 1393, 296, 1410]
directory-entry: — Rudolf, Eisendreher, V. Diehlg. 50.	[18, 2011, 286, 2028]
directory-entry: — Gustav, Ing., Hofrat i. Patentamt i. R., VI. Dreihufeiseng. 3.	[776, 1429, 1094, 1464]
directory-entry: — Franz, Beamt., XIV. (XV.) Graumanng. 37.	[396, 245, 715, 263]
directory-entry: — Ottilie, städt. Lehrerin, XXI/1 Mayerweckstraße 214.	[776, 1247, 1142, 1283]
directory-entry: — Alois, Schlosser, XII/1 Kosterg. 10.	[776, 628, 1046, 645]
directory-entry: — Rudolf, Priv., XIII/1 Degeng. 4. E.	[776, 791, 1037, 809]
directory-entry: — Sofie, Priv., IV. Klagbaumg. 9.	[776, 555, 1009, 572]
directory-entry: — Peit, Maurer, XIII/1 Guseneitleitnerg. 26.	[1155, 700, 1471, 718]
directory-entry: — Josef, Ing., Kaufm., XIII/1 Haditzg. 50.	[18, 974, 314, 991]
directory-entry: — Michael, Metallarb., XVI/2 Habererg. 19.	[18, 1811, 335, 1829]
directory-entry: — Johann, Chauffeur, XIII/1 Hütteldorfer Straße 181.	[18, 682, 367, 718]
directory-entry: — Leonhard, Tischler, XX. Universumstr. 58.	[18, 1520, 340, 1537]
directory-entry: — Therese, Private, X. Van der Nüll-G. 18.	[776, 956, 1081, 973]
directory-entry: Pfolz Josef, Grandmstr., V. Franzensg. 20.	[1155, 318, 1459, 335]
directory-entry: — Josef, Zimmermstr., XVI/1 Heigerleinstr. 26. T. B-36-2-86.	[18, 1119, 372, 1155]
directory-entry: — Hugo, Lackierer, XIII/1 Hütteldorfer Str. 134.	[396, 1829, 744, 1847]
directory-entry: — Ferdinand, Bahnbeamt., II/1 Nadingerstraße 15.	[18, 118, 361, 154]
directory-entry: — Leopold, Milchmeier, XII. Schönbrunner Straße 276.	[396, 1247, 761, 1283]
directory-entry: — Otto, Kartonnagenerz., XVII. Wichtelgasse 71. T. B-45-7-95. Wohn. Nr. 69.	[18, 1866, 373, 1901]
directory-entry: — Fanny, Priv., XVIII/1 Plenerg. 15.	[776, 1993, 1032, 2010]
book-title: — „Lehmann 1931“ —	[605, 28, 962, 61]
directory-entry: Pfligler Franz, BBahnangest., IX/1 Marktg. 3, Stiege 2.	[396, 700, 731, 736]
directory-entry: — Josef, Arb., XI/1 Hafenleiteng. 6.	[1155, 1265, 1408, 1283]
directory-entry: Pflügl-Leiden Camilla, Priv., IX/2 Alserstr. 23.	[776, 591, 1115, 609]
directory-entry: — Michael, Straßenb.Bedienst., XVI/1 Possingergasse 63.	[776, 1648, 1051, 1683]
directory-entry: — Therese, Ww., III. Paulusplatz 9.	[1155, 463, 1408, 481]
